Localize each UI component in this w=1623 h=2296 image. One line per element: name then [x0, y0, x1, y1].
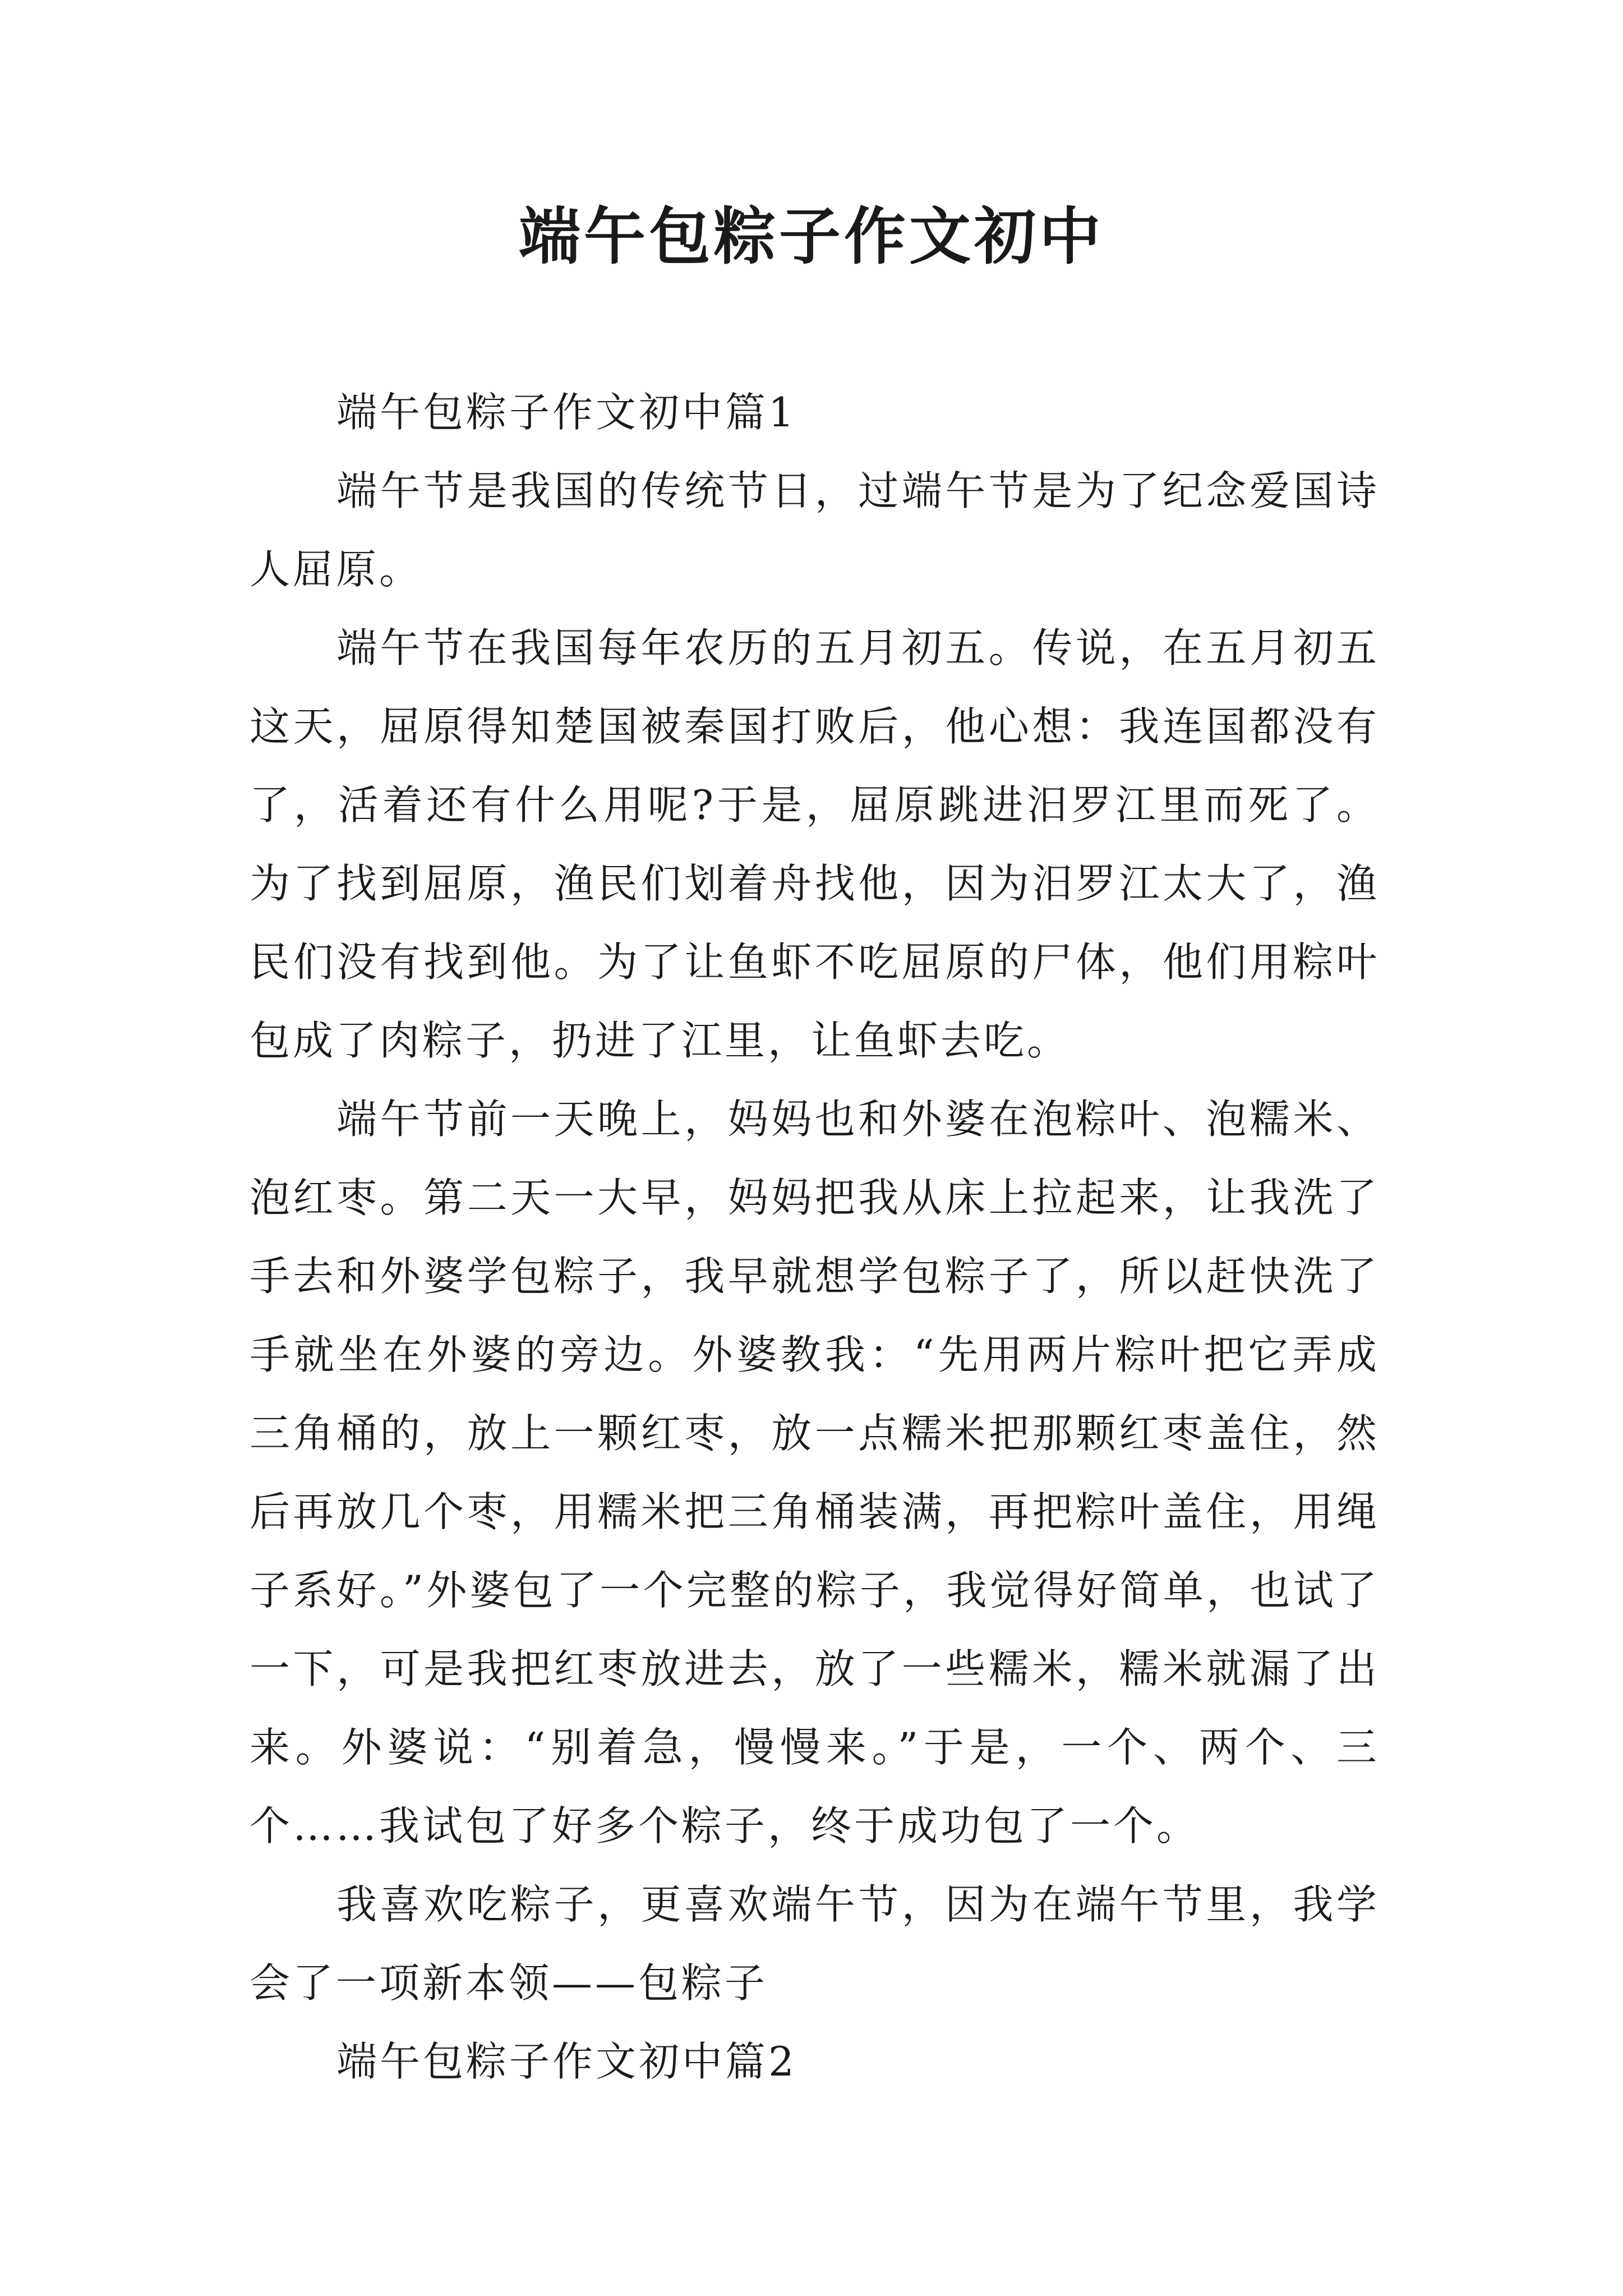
section-heading-1: 端午包粽子作文初中篇1: [336, 389, 797, 436]
paragraph-intro: 端午节是我国的传统节日，过端午节是为了纪念爱国诗人屈原。: [250, 467, 1380, 593]
document-body: [250, 373, 1380, 2101]
paragraph-conclusion: 我喜欢吃粽子，更喜欢端午节，因为在端午节里，我学会了一项新本领——包粽子: [250, 1881, 1380, 2007]
paragraph-legend: 端午节在我国每年农历的五月初五。传说，在五月初五这天，屈原得知楚国被秦国打败后，他心想：我连国都没有了，活着还有什么用呢?于是，屈原跳进汨罗江里而死了。为了找到屈原，渔民们划着舟找他，因为汨罗江太大了，渔民们没有找到他。为了让鱼虾不吃屈原的尸体，他们用粽叶包成了肉粽子，扔进了江里，让鱼虾去吃。: [250, 624, 1380, 1064]
paragraph-making-zongzi: 端午节前一天晚上，妈妈也和外婆在泡粽叶、泡糯米、泡红枣。第二天一大早，妈妈把我从床上拉起来，让我洗了手去和外婆学包粽子，我早就想学包粽子了，所以赶快洗了手就坐在外婆的旁边。外婆教我：“先用两片粽叶把它弄成三角桶的，放上一颗红枣，放一点糯米把那颗红枣盖住，然后再放几个枣，用糯米把三角桶装满，再把粽叶盖住，用绳子系好。”外婆包了一个完整的粽子，我觉得好简单，也试了一下，可是我把红枣放进去，放了一些糯米，糯米就漏了出来。外婆说：“别着急，慢慢来。”于是，一个、两个、三个……我试包了好多个粽子，终于成功包了一个。: [250, 1096, 1380, 1849]
document-title: 端午包粽子作文初中: [519, 200, 1104, 273]
section-heading-2: 端午包粽子作文初中篇2: [336, 2038, 797, 2085]
